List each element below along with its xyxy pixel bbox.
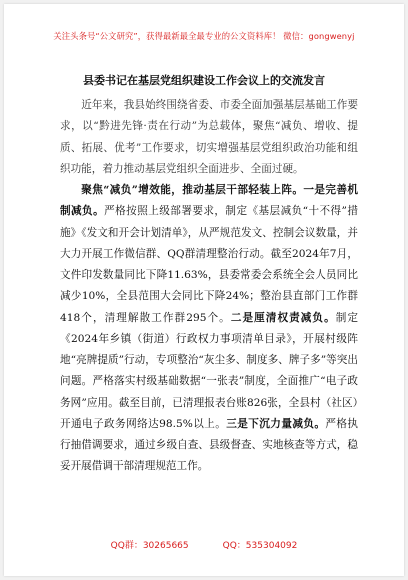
footer-contact <box>4 538 404 551</box>
section-subheading-2: 二是厘清权责减负。 <box>230 311 336 324</box>
document-body <box>60 95 358 478</box>
header-banner: 关注头条号“公文研究”，获得最新最全最专业的公文资料库！ 微信：gongwenyj <box>53 31 355 41</box>
section-paragraph <box>60 180 358 478</box>
qq-group-number: QQ群：30265665 <box>110 541 189 551</box>
section-subheading-3: 三是下沉力量减负。 <box>226 417 326 430</box>
section-text-2: 制定《2024年乡镇（街道）行政权力事项清单目录》，开展村级阵地“亮牌提质”行动，专项整治“灰尘多、制度多、牌子多”等突出问题。严格落实村级基础数据“一张表”制度，全面推广“电子政务网”应用。截至目前，已清理报表台账826张，全县村（社区）开通电子政务网络达98.5%以上。 <box>60 311 359 430</box>
section-text-1: 严格按照上级部署要求，制定《基层减负“十不得”措施》《发文和开会计划清单》，从严规范发文、控制会议数量，并大力开展工作微信群、QQ群清理整治行动。截至2024年7月，文件印发数量同比下降11.63%，县委常委会系统全会人员同比减少10%，全县范围大会同比下降24%；整治县直部门工作群418个，清理解散工作群295个。 <box>60 205 358 324</box>
document-title: 县委书记在基层党组织建设工作会议上的交流发言 <box>83 74 325 87</box>
intro-paragraph: 近年来，我县始终围绕省委、市委全面加强基层基础工作要求，以“黔进先锋·责在行动”为总载体，聚焦“减负、增收、提质、拓展、优考”工作要求，切实增强基层党组织政治功能和组织功能，着力推动基层党组织全面进步、全面过硬。 <box>60 99 358 175</box>
section-text-3: 严格执行抽借调要求，通过乡级自查、县级督查、实地核查等方式，稳妥开展借调干部清理规范工作。 <box>60 417 359 473</box>
document-page <box>4 4 404 576</box>
qq-number: QQ：535304092 <box>222 541 298 551</box>
section-heading: 聚焦“减负”增效能，推动基层干部轻装上阵。一是完善机制减负。 <box>60 184 358 218</box>
